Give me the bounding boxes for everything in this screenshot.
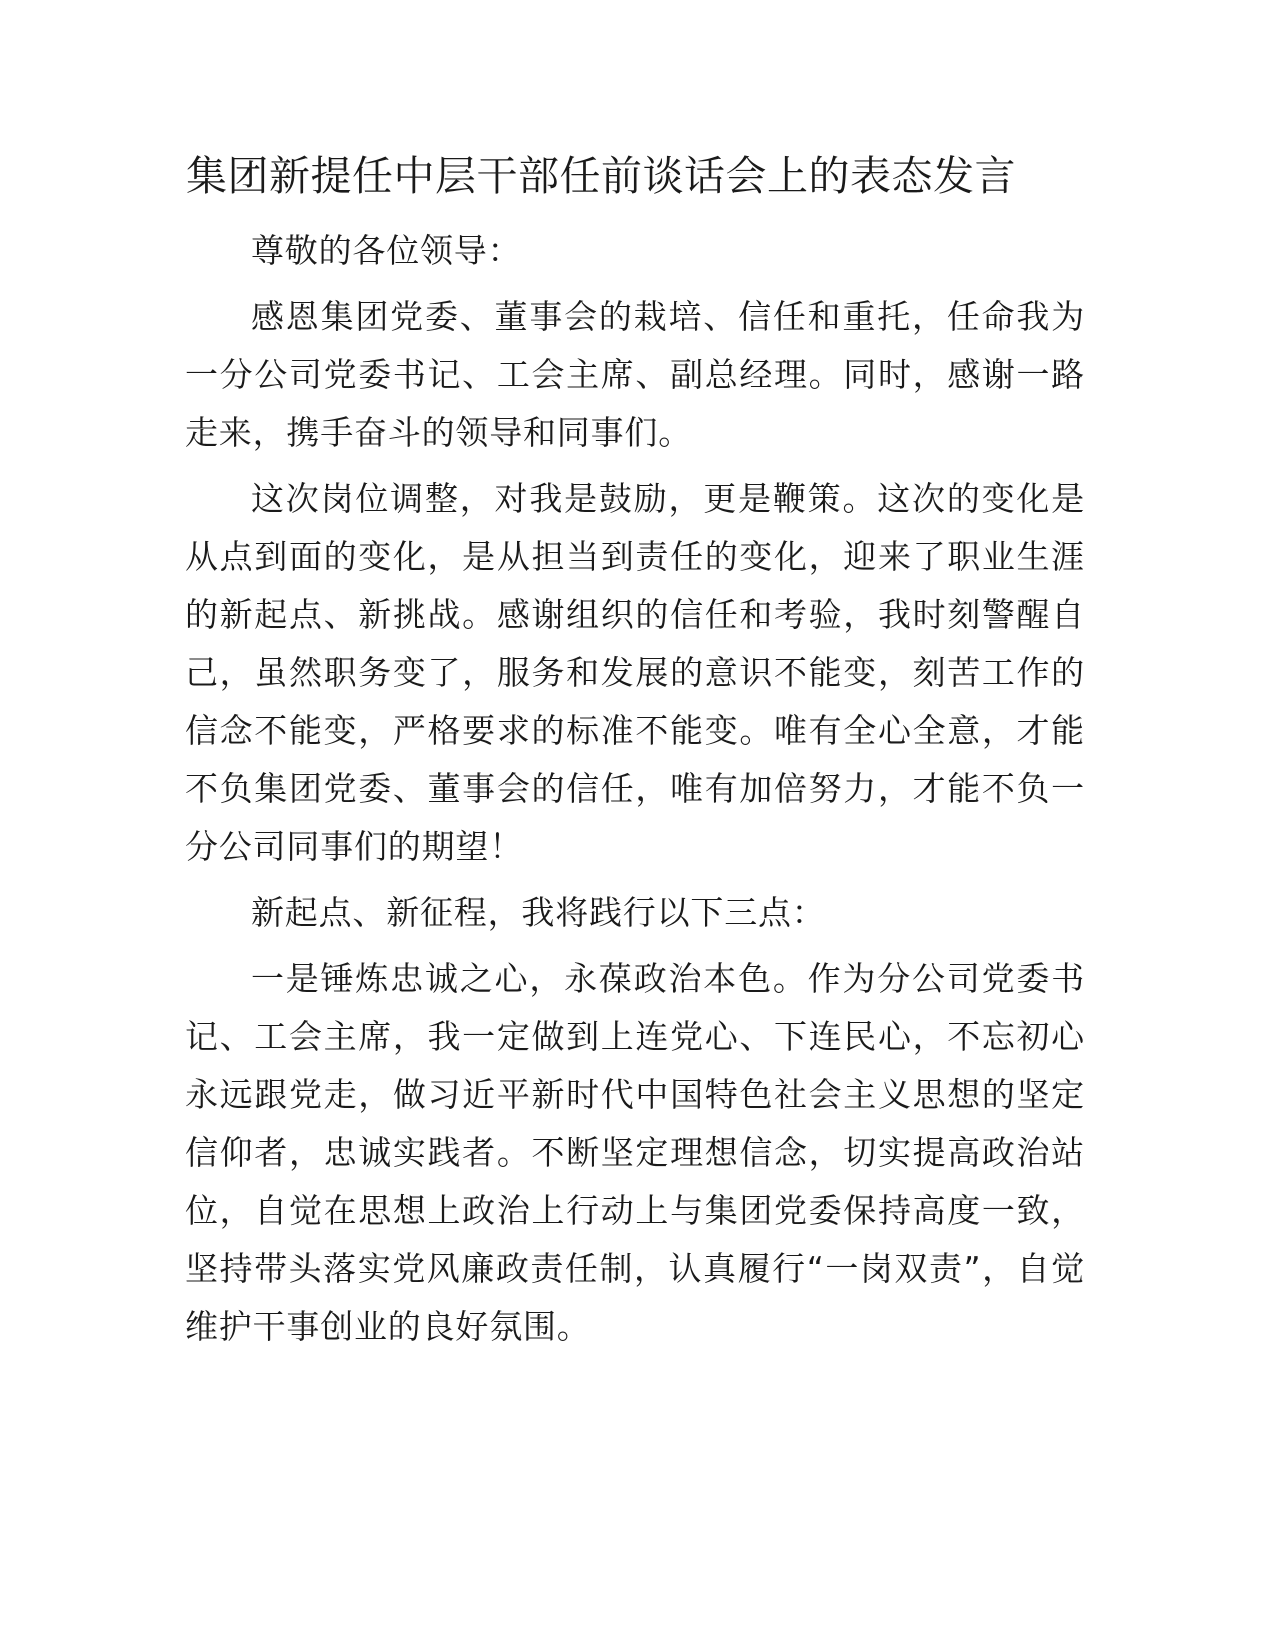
paragraph-three-points-intro: 新起点、新征程，我将践行以下三点：: [251, 893, 826, 932]
paragraph-gratitude: 感恩集团党委、董事会的栽培、信任和重托，任命我为一分公司党委书记、工会主席、副总经理。同时，感谢一路走来，携手奋斗的领导和同事们。: [185, 297, 1085, 452]
document-title: 集团新提任中层干部任前谈话会上的表态发言: [186, 152, 1016, 200]
document-body: [185, 222, 1085, 1364]
greeting: 尊敬的各位领导：: [251, 231, 522, 270]
paragraph-position-change: 这次岗位调整，对我是鼓励，更是鞭策。这次的变化是从点到面的变化，是从担当到责任的变化，迎来了职业生涯的新起点、新挑战。感谢组织的信任和考验，我时刻警醒自己，虽然职务变了，服务和发展的意识不能变，刻苦工作的信念不能变，严格要求的标准不能变。唯有全心全意，才能不负集团党委、董事会的信任，唯有加倍努力，才能不负一分公司同事们的期望！: [185, 479, 1085, 866]
paragraph-point-one: 一是锤炼忠诚之心，永葆政治本色。作为分公司党委书记、工会主席，我一定做到上连党心、下连民心，不忘初心永远跟党走，做习近平新时代中国特色社会主义思想的坚定信仰者，忠诚实践者。不断坚定理想信念，切实提高政治站位，自觉在思想上政治上行动上与集团党委保持高度一致，坚持带头落实党风廉政责任制，认真履行“一岗双责”，自觉维护干事创业的良好氛围。: [185, 959, 1085, 1346]
